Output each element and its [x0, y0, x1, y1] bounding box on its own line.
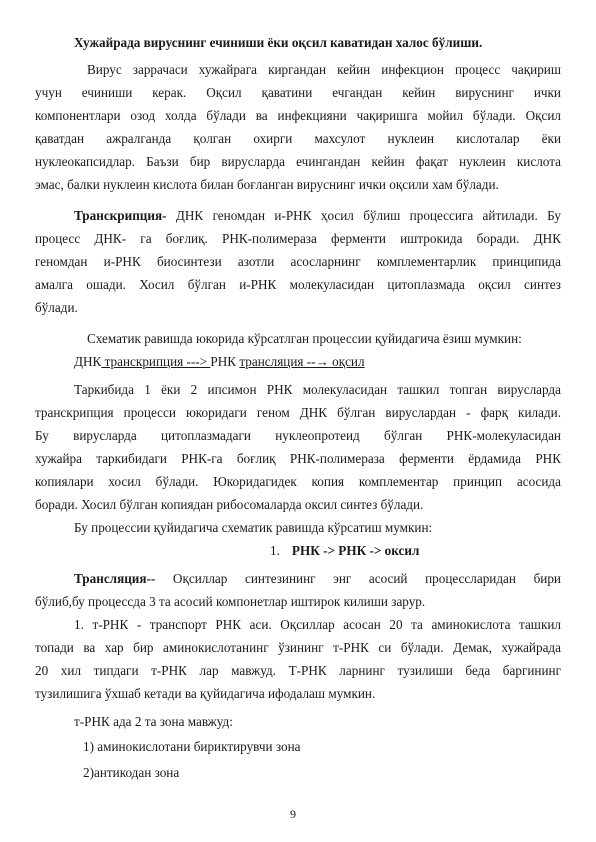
paragraph-line: Трансляция-- Оқсиллар синтезининг энг асосий процессларидан бири: [74, 571, 561, 586]
paragraph-line: нуклеокапсидлар. Баъзи бир вирусларда ечингандан кейин фақат нуклеин кислота: [35, 154, 561, 169]
paragraph-line: т-РНК ада 2 та зона мавжуд:: [74, 714, 233, 729]
paragraph-line: копиялари хосил бўлади. Юкоридагидек копия комплементар принцип асосида: [35, 474, 561, 489]
scheme-intro: Схематик равишда юкорида кўрсатлган процессии қуйидагича ёзиш мумкин:: [87, 331, 522, 346]
paragraph-line: амалга ошади. Хосил бўлган и-РНК молекуласидан цитоплазмада оқсил синтез: [35, 277, 561, 292]
page-number: 9: [290, 807, 296, 821]
list-item: 2)антикодан зона: [83, 765, 180, 780]
paragraph-line: 1. т-РНК - транспорт РНК аси. Оқсиллар асосан 20 та аминокислота ташкил: [74, 617, 561, 632]
scheme-intro: Бу процессии қуйидагича схематик равишда кўрсатиш мумкин:: [74, 520, 433, 535]
paragraph-line: боради. Хосил бўлган копиядан рибосомаларда оксил синтез бўлади.: [35, 497, 424, 512]
section-heading: Хужайрада вируснинг ечиниши ёки оқсил каватидан халос бўлиши.: [74, 35, 483, 50]
paragraph-line: геномдан и-РНК биосинтези азотли асосларнинг комплементарлик принципида: [35, 254, 561, 269]
scheme-line: 1. РНК -> РНК -> оксил: [270, 543, 420, 558]
list-number: 1.: [270, 543, 280, 558]
paragraph-line: Транскрипция- ДНК геномдан и-РНК ҳосил бўлиш процессига айтилади. Бу: [74, 208, 561, 223]
paragraph-line: бўлади.: [35, 300, 78, 315]
term-translation: Трансляция--: [74, 571, 156, 586]
term-transcription: Транскрипция-: [74, 208, 167, 223]
paragraph-line: транскрипция процесси юкоридаги геном ДНК бўлган вируслардан - фарқ килади.: [35, 405, 561, 420]
paragraph-line: Таркибида 1 ёки 2 ипсимон РНК молекуласидан ташкил топган вирусларда: [74, 382, 561, 397]
paragraph-line: учун ечиниши керак. Оқсил қаватини ечгандан кейин вируснинг ички: [35, 85, 561, 100]
arrow-icon: →: [315, 354, 329, 369]
paragraph-line: қаватдан ажралганда қолган охирги махсулот нуклеин кислоталар ёки: [35, 131, 561, 146]
paragraph-line: топади ва хар бир аминокислотанинг ўзининг т-РНК си бўлади. Демак, хужайрада: [35, 640, 561, 655]
paragraph-line: компонентлари озод холда бўлади ва инфекцияни чақиришга мойил бўлади. Оқсил: [35, 108, 561, 123]
scheme-line: ДНК транскрипция ---> РНК трансляция --→ оқсил: [74, 354, 365, 369]
paragraph-line: Бу вирусларда цитоплазмадаги нуклеопротеид бўлган РНК-молекуласидан: [35, 428, 561, 443]
paragraph-line: 20 хил типдаги т-РНК лар мавжуд. Т-РНК ларнинг тузилиши беда баргининг: [35, 663, 561, 678]
paragraph-line: процесс ДНК- га боғлиқ. РНК-полимераза ферменти иштрокида боради. ДНК: [35, 231, 561, 246]
paragraph-line: тузилишига ўхшаб кетади ва қуйидагича ифодалаш мумкин.: [35, 686, 376, 701]
list-item: 1) аминокислотани бириктирувчи зона: [83, 739, 301, 754]
paragraph-line: Вирус заррачаси хужайрага киргандан кейин инфекцион процесс чақириш: [87, 62, 561, 77]
paragraph-line: бўлиб,бу процессда 3 та асосий компонетлар иштирок килиши зарур.: [35, 594, 426, 609]
paragraph-line: эмас, балки нуклеин кислота билан боғланган вируснинг ички оқсили хам бўлади.: [35, 177, 499, 192]
paragraph-line: хужайра таркибидаги РНК-га боғлиқ РНК-полимераза ферменти ёрдамида РНК: [35, 451, 561, 466]
